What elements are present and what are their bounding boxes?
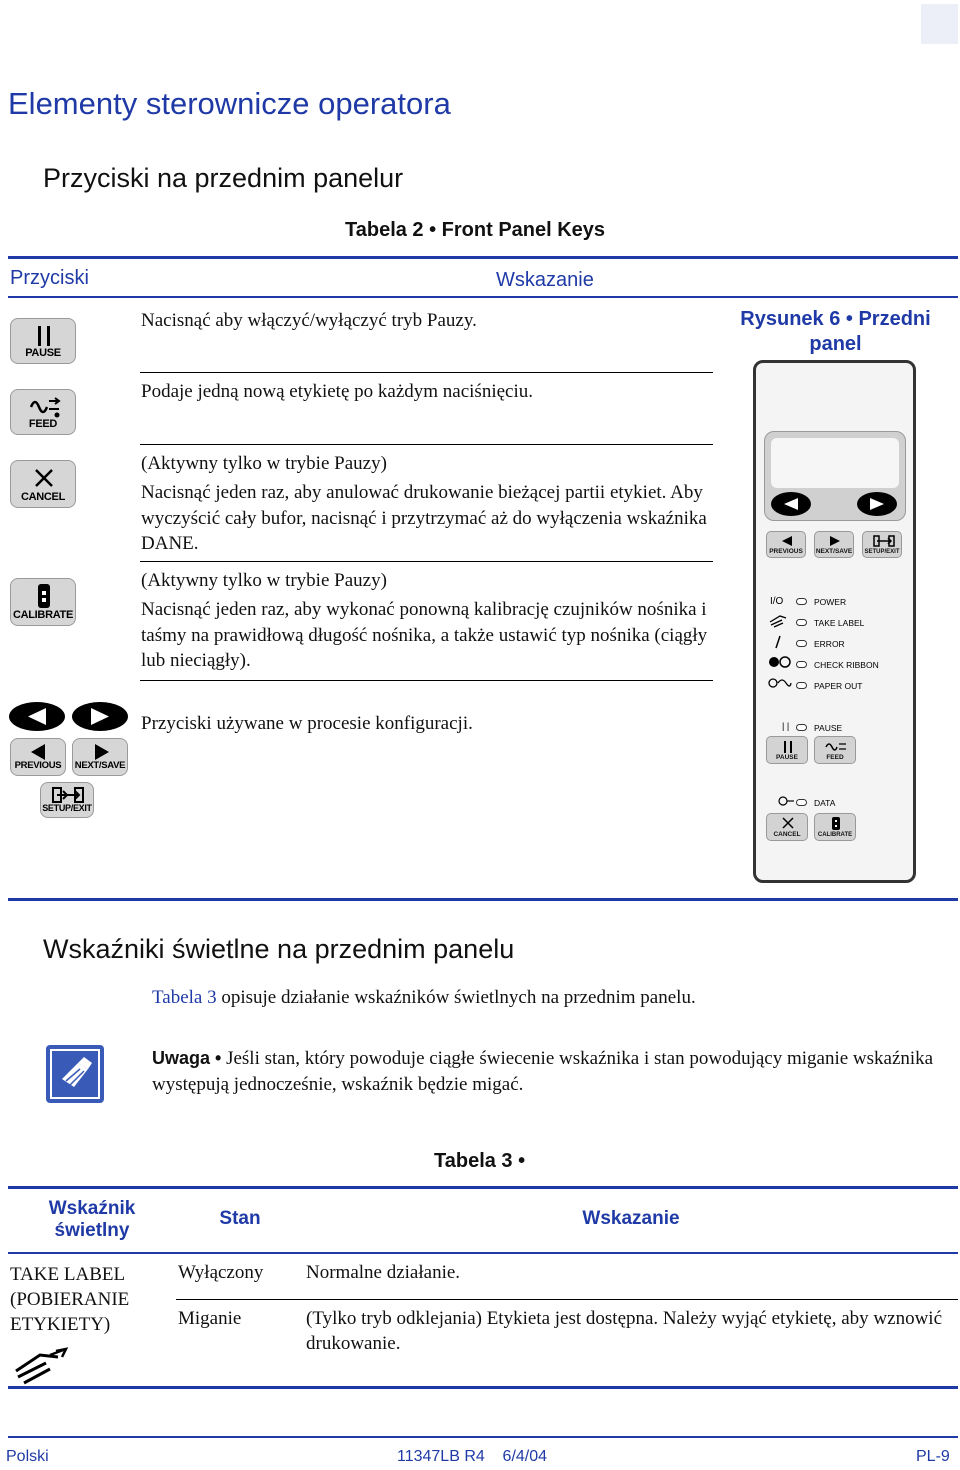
page-title: Elementy sterownicze operatora bbox=[8, 86, 451, 121]
previous-key-label: PREVIOUS bbox=[14, 760, 62, 771]
table2-header-keys: Przyciski bbox=[10, 267, 89, 289]
calibrate-key-label: CALIBRATE bbox=[12, 609, 74, 621]
table3-link[interactable]: Tabela 3 bbox=[152, 987, 217, 1008]
note-label: Uwaga • bbox=[152, 1048, 222, 1068]
table3-header-indicator: Wskaźnik świetlny bbox=[8, 1186, 176, 1253]
setup-exit-icon bbox=[873, 535, 895, 547]
panel-arrow-left[interactable] bbox=[771, 492, 811, 516]
table3-indication-off: Normalne działanie. bbox=[304, 1253, 958, 1299]
footer-rule bbox=[8, 1436, 958, 1438]
row-separator bbox=[140, 680, 713, 681]
page-corner-tab bbox=[921, 4, 958, 44]
cancel-icon bbox=[33, 467, 55, 489]
arrow-right-icon bbox=[869, 497, 885, 511]
feed-key[interactable] bbox=[10, 389, 76, 435]
table2-caption: Tabela 2 • Front Panel Keys bbox=[345, 219, 606, 241]
panel-calibrate-label: CALIBRATE bbox=[817, 832, 853, 838]
pause-led-symbol: | | bbox=[782, 721, 790, 731]
panel-pause-key[interactable] bbox=[766, 736, 808, 764]
pause-key-label: PAUSE bbox=[25, 347, 61, 359]
arrow-left-icon bbox=[783, 497, 799, 511]
row-pause-desc: Nacisnąć aby włączyć/wyłączyć tryb Pauzy. bbox=[141, 310, 477, 331]
panel-setup-label: SETUP/EXIT bbox=[864, 549, 900, 555]
section-title-keys: Przyciski na przednim panelur bbox=[43, 163, 404, 193]
paper-out-icon bbox=[768, 677, 792, 689]
led-power-label: POWER bbox=[814, 597, 847, 607]
arrow-right-icon bbox=[829, 535, 841, 547]
led-paper-out-label: PAPER OUT bbox=[814, 681, 863, 691]
row-separator bbox=[140, 372, 713, 373]
led-error bbox=[796, 640, 807, 647]
arrow-left-icon bbox=[29, 743, 47, 761]
setup-exit-key[interactable] bbox=[40, 782, 94, 818]
row-separator bbox=[140, 561, 713, 562]
note-body: Jeśli stan, który powoduje ciągłe świecenie wskaźnika i stan powodujący miganie wskaźnika występują jednocześnie, wskaźnik będzie migać. bbox=[152, 1048, 934, 1095]
power-symbol: I/O bbox=[770, 596, 784, 607]
panel-cancel-label: CANCEL bbox=[773, 831, 801, 838]
table3-header-indication: Wskazanie bbox=[304, 1186, 958, 1253]
arrow-right-icon bbox=[93, 743, 111, 761]
setup-exit-icon bbox=[51, 786, 85, 804]
panel-next-label: NEXT/SAVE bbox=[815, 548, 853, 555]
led-check-ribbon-label: CHECK RIBBON bbox=[814, 660, 879, 670]
table2-header-rule bbox=[8, 256, 958, 259]
data-icon bbox=[778, 796, 796, 806]
led-power bbox=[796, 598, 807, 605]
footer-language: Polski bbox=[6, 1448, 49, 1465]
next-save-key-label: NEXT/SAVE bbox=[74, 760, 126, 771]
panel-arrow-right[interactable] bbox=[857, 492, 897, 516]
cancel-key-label: CANCEL bbox=[20, 491, 66, 503]
setup-exit-key-label: SETUP/EXIT bbox=[42, 803, 92, 813]
arrow-left-icon bbox=[26, 707, 48, 726]
panel-previous-label: PREVIOUS bbox=[769, 548, 803, 555]
cancel-icon bbox=[782, 817, 794, 829]
note-text bbox=[152, 1046, 947, 1097]
led-check-ribbon bbox=[796, 661, 807, 668]
led-data bbox=[796, 799, 807, 806]
front-panel-figure bbox=[753, 360, 916, 883]
arrow-right-icon bbox=[89, 707, 111, 726]
next-save-key[interactable] bbox=[72, 738, 128, 776]
pause-icon bbox=[35, 325, 53, 347]
footer-docid: 11347LB R4 6/4/04 bbox=[397, 1448, 548, 1465]
table3-state-off: Wyłączony bbox=[176, 1253, 304, 1299]
panel-display-frame bbox=[764, 431, 906, 521]
feed-icon bbox=[825, 740, 847, 754]
table3-indicator-cell bbox=[8, 1253, 176, 1398]
table3-indication-blink: (Tylko tryb odklejania) Etykieta jest dostępna. Należy wyjąć etykietę, aby wznowić drukowanie. bbox=[306, 1307, 943, 1354]
row-separator bbox=[140, 444, 713, 445]
take-label-icon bbox=[768, 614, 788, 628]
feed-key-label: FEED bbox=[28, 418, 58, 430]
table2-subheader-rule bbox=[8, 296, 958, 298]
led-paper-out bbox=[796, 682, 807, 689]
table3-bottom-rule bbox=[8, 1386, 958, 1389]
calibrate-icon bbox=[831, 816, 841, 831]
arrow-right-oval[interactable] bbox=[72, 702, 128, 731]
panel-calibrate-key[interactable] bbox=[814, 813, 856, 841]
led-take-label-label: TAKE LABEL bbox=[814, 618, 865, 628]
section-divider bbox=[8, 898, 958, 901]
feed-icon bbox=[29, 395, 61, 419]
table3-state-blink: Miganie bbox=[178, 1307, 242, 1329]
row-setup-desc: Przyciski używane w procesie konfiguracji. bbox=[141, 713, 473, 734]
take-label-icon bbox=[10, 1345, 72, 1385]
panel-feed-key[interactable] bbox=[814, 736, 856, 764]
table3-caption: Tabela 3 • bbox=[434, 1150, 526, 1172]
panel-lcd bbox=[771, 438, 899, 488]
previous-key[interactable] bbox=[10, 738, 66, 776]
row-cancel-desc-1: (Aktywny tylko w trybie Pauzy) bbox=[141, 453, 387, 474]
led-data-label: DATA bbox=[814, 798, 836, 808]
cancel-key[interactable] bbox=[10, 460, 76, 508]
table3 bbox=[8, 1186, 958, 1398]
panel-pause-label: PAUSE bbox=[776, 754, 798, 761]
section2-intro bbox=[152, 985, 696, 1011]
calibrate-key[interactable] bbox=[10, 578, 76, 626]
row-calibrate-desc-1: (Aktywny tylko w trybie Pauzy) bbox=[141, 570, 387, 591]
ribbon-icon bbox=[768, 656, 792, 668]
row-feed-desc: Podaje jedną nową etykietę po każdym naciśnięciu. bbox=[141, 381, 534, 402]
figure-caption: Rysunek 6 • Przedni panel bbox=[740, 308, 931, 355]
calibrate-icon bbox=[36, 583, 52, 609]
section2-intro-rest: opisuje działanie wskaźników świetlnych na przednim panelu. bbox=[216, 987, 696, 1008]
table3-indicator-name: TAKE LABEL (POBIERANIE ETYKIETY) bbox=[10, 1264, 130, 1335]
row-calibrate-desc-2: Nacisnąć jeden raz, aby wykonać ponowną kalibrację czujników nośnika i taśmy na prawidłową długość nośnika, a także ustawić typ nośnika (ciągły lub nieciągły). bbox=[141, 599, 708, 671]
panel-previous-key[interactable] bbox=[766, 531, 806, 558]
table2-header-indication: Wskazanie bbox=[496, 269, 594, 291]
pause-icon bbox=[782, 740, 794, 754]
error-icon bbox=[773, 635, 783, 649]
panel-setup-key[interactable] bbox=[862, 531, 902, 558]
panel-cancel-key[interactable] bbox=[766, 813, 808, 841]
section-title-leds: Wskaźniki świetlne na przednim panelu bbox=[43, 934, 515, 964]
led-pause-label: PAUSE bbox=[814, 723, 843, 733]
panel-next-key[interactable] bbox=[814, 531, 854, 558]
led-error-label: ERROR bbox=[814, 639, 845, 649]
arrow-left-icon bbox=[781, 535, 793, 547]
panel-feed-label: FEED bbox=[826, 754, 844, 761]
footer-page: PL-9 bbox=[916, 1448, 950, 1465]
led-take-label bbox=[796, 619, 807, 626]
note-hand-icon bbox=[50, 1049, 100, 1099]
row-cancel-desc-2: Nacisnąć jeden raz, aby anulować drukowanie bieżącej partii etykiet. Aby wyczyścić cały bufor, nacisnąć i przytrzymać aż do wyłączenia wskaźnika DANE. bbox=[141, 482, 707, 554]
led-pause bbox=[796, 724, 807, 731]
table3-header-state: Stan bbox=[176, 1186, 304, 1253]
note-icon-box bbox=[46, 1045, 104, 1103]
pause-key[interactable] bbox=[10, 318, 76, 364]
arrow-left-oval[interactable] bbox=[9, 702, 65, 731]
table-row bbox=[8, 1253, 958, 1299]
